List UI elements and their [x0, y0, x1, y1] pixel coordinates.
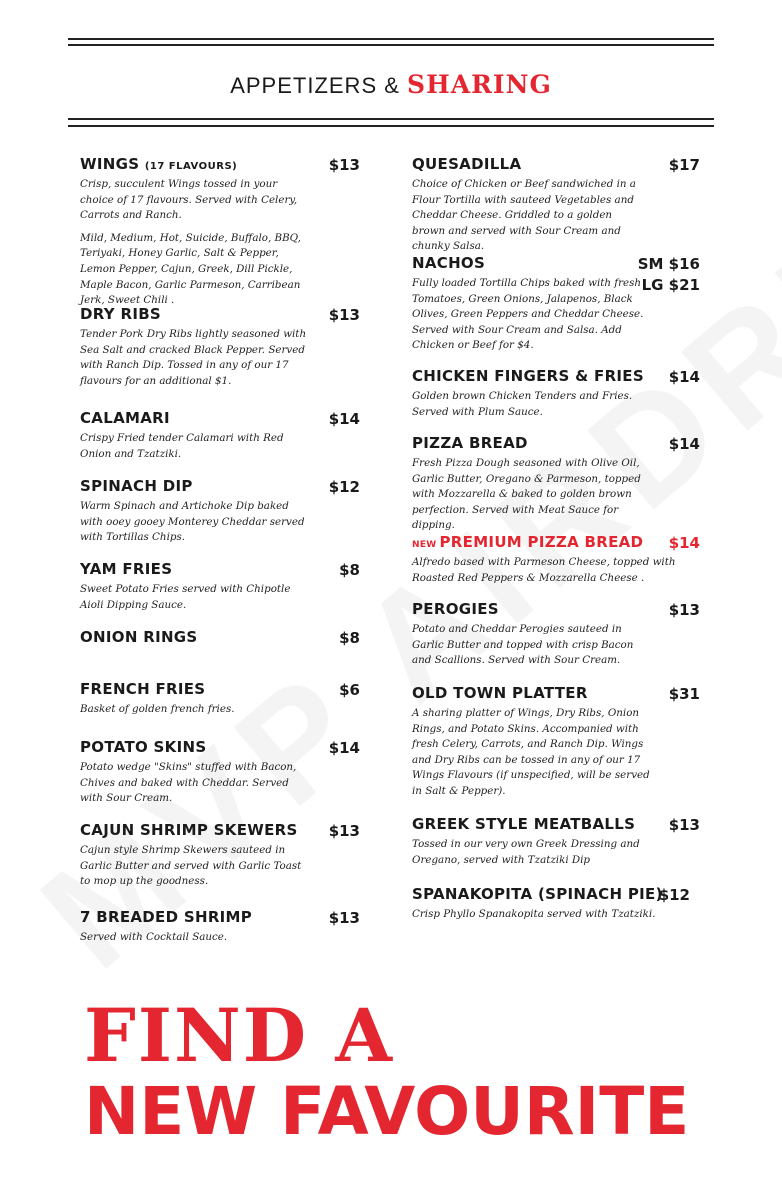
item-description: Basket of golden french fries. — [80, 703, 235, 715]
item-name: NACHOS — [412, 254, 486, 272]
item-description: Tender Pork Dry Ribs lightly seasoned with Sea Salt and cracked Black Pepper. Served with Ranch Dip. Tossed in any of our 17 flavours for an additional $1. — [80, 328, 307, 387]
menu-item-greek-style-meatballs — [412, 815, 700, 868]
section-title — [0, 70, 782, 99]
item-price: $13 — [328, 909, 360, 927]
item-name-note: (17 FLAVOURS) — [144, 161, 238, 172]
item-description: Tossed in our very own Greek Dressing and Oregano, served with Tzatziki Dip — [412, 838, 640, 866]
item-name: PREMIUM PIZZA BREAD — [439, 533, 644, 551]
menu-item-perogies — [412, 600, 700, 669]
top-rule-2 — [68, 44, 714, 46]
menu-item-premium-pizza-bread — [412, 533, 700, 586]
item-price: $12 — [328, 478, 360, 496]
item-name: YAM FRIES — [80, 560, 173, 578]
item-price: $31 — [668, 685, 700, 703]
item-description: Alfredo based with Parmeson Cheese, topped with Roasted Red Peppers & Mozzarella Cheese . — [412, 556, 676, 584]
item-price-large: LG $21 — [641, 276, 700, 294]
menu-item-onion-rings — [80, 628, 360, 650]
item-name: WINGS — [80, 155, 140, 173]
item-name: OLD TOWN PLATTER — [412, 684, 588, 702]
item-price: $8 — [339, 561, 360, 579]
item-price: $17 — [668, 156, 700, 174]
item-description: Warm Spinach and Artichoke Dip baked with ooey gooey Monterey Cheddar served with Tortillas Chips. — [80, 500, 305, 544]
item-name: PIZZA BREAD — [412, 434, 528, 452]
item-description: Fresh Pizza Dough seasoned with Olive Oil, Garlic Butter, Oregano & Parmeson, topped with Mozzarella & baked to golden brown perfection. Served with Meat Sauce for dipping. — [412, 457, 641, 532]
item-price: $14 — [668, 368, 700, 386]
menu-item-spinach-dip — [80, 477, 360, 546]
top-rule-1 — [68, 38, 714, 40]
menu-item-french-fries — [80, 680, 360, 718]
item-description: Crisp Phyllo Spanakopita served with Tzatziki. — [412, 908, 656, 920]
item-price: $13 — [668, 601, 700, 619]
menu-item-quesadilla — [412, 155, 700, 255]
item-name: SPINACH DIP — [80, 477, 193, 495]
item-description: Cajun style Shrimp Skewers sauteed in Garlic Butter and served with Garlic Toast to mop up the goodness. — [80, 844, 302, 888]
menu-item-cajun-shrimp-skewers — [80, 821, 360, 890]
menu-item-wings — [80, 155, 360, 309]
item-description: Potato and Cheddar Perogies sauteed in Garlic Butter and topped with crisp Bacon and Scallions. Served with Sour Cream. — [412, 623, 634, 667]
item-description: Fully loaded Tortilla Chips baked with fresh Tomatoes, Green Onions, Jalapenos, Black Olives, Green Peppers and Cheddar Cheese. Served with Sour Cream and Salsa. Add Chicken or Beef for $4. — [412, 277, 644, 352]
item-price: $13 — [668, 816, 700, 834]
item-name: CALAMARI — [80, 409, 170, 427]
item-description: A sharing platter of Wings, Dry Ribs, Onion Rings, and Potato Skins. Accompanied with fresh Celery, Carrots, and Ranch Dip. Wings and Dry Ribs can be tossed in any of our 17 Wings Flavours (if unspecified, will be served in Salt & Pepper). — [412, 707, 650, 797]
item-name: CAJUN SHRIMP SKEWERS — [80, 821, 298, 839]
menu-item-pizza-bread — [412, 434, 700, 534]
item-price: $13 — [328, 822, 360, 840]
menu-item-dry-ribs — [80, 305, 360, 389]
slogan-line-2: NEW FAVOURITE — [84, 1073, 690, 1150]
item-name: PEROGIES — [412, 600, 499, 618]
item-name: 7 BREADED SHRIMP — [80, 908, 253, 926]
item-price: $14 — [668, 534, 700, 552]
menu-item-calamari — [80, 409, 360, 462]
item-name: SPANAKOPITA (SPINACH PIE) — [412, 885, 663, 903]
item-price: $14 — [328, 739, 360, 757]
item-description: Crispy Fried tender Calamari with Red Onion and Tzatziki. — [80, 432, 284, 460]
item-flavour-list: Mild, Medium, Hot, Suicide, Buffalo, BBQ, Teriyaki, Honey Garlic, Salt & Pepper, Lemon Pepper, Cajun, Greek, Dill Pickle, Maple Bacon, Garlic Parmeson, Carribean Jerk, Sweet Chili . — [80, 231, 301, 307]
item-name: CHICKEN FINGERS & FRIES — [412, 367, 644, 385]
section-title-plain: APPETIZERS & — [230, 73, 400, 98]
mid-rule-1 — [68, 118, 714, 120]
item-description: Golden brown Chicken Tenders and Fries. Served with Plum Sauce. — [412, 390, 633, 418]
item-name: GREEK STYLE MEATBALLS — [412, 815, 636, 833]
menu-item-nachos — [412, 254, 700, 354]
item-description: Crisp, succulent Wings tossed in your choice of 17 flavours. Served with Celery, Carrots and Ranch. — [80, 178, 298, 222]
section-title-accent: SHARING — [407, 70, 552, 99]
menu-item-potato-skins — [80, 738, 360, 807]
item-price: $13 — [328, 306, 360, 324]
item-name: QUESADILLA — [412, 155, 522, 173]
mid-rule-2 — [68, 125, 714, 127]
slogan-line-1: FIND A — [84, 993, 395, 1079]
menu-item-chicken-fingers-fries — [412, 367, 700, 420]
item-price: $14 — [668, 435, 700, 453]
item-name: POTATO SKINS — [80, 738, 207, 756]
item-description: Choice of Chicken or Beef sandwiched in a Flour Tortilla with sauteed Vegetables and Cheddar Cheese. Griddled to a golden brown and served with Sour Cream and chunky Salsa. — [412, 178, 636, 253]
item-price-small: SM $16 — [637, 255, 700, 273]
item-price: $13 — [328, 156, 360, 174]
item-description: Sweet Potato Fries served with Chipotle Aioli Dipping Sauce. — [80, 583, 291, 611]
item-price: $6 — [339, 681, 360, 699]
menu-item-yam-fries — [80, 560, 360, 613]
item-price: $14 — [328, 410, 360, 428]
item-description: Served with Cocktail Sauce. — [80, 931, 228, 943]
item-name: FRENCH FRIES — [80, 680, 206, 698]
menu-item-spanakopita — [412, 885, 690, 923]
item-price: $8 — [339, 629, 360, 647]
item-name: ONION RINGS — [80, 628, 198, 646]
item-name: DRY RIBS — [80, 305, 162, 323]
menu-item-old-town-platter — [412, 684, 700, 800]
item-description: Potato wedge "Skins" stuffed with Bacon, Chives and baked with Cheddar. Served with Sour Cream. — [80, 761, 297, 805]
item-price: $12 — [658, 886, 690, 904]
new-badge: NEW — [412, 540, 437, 550]
menu-item-breaded-shrimp — [80, 908, 360, 946]
